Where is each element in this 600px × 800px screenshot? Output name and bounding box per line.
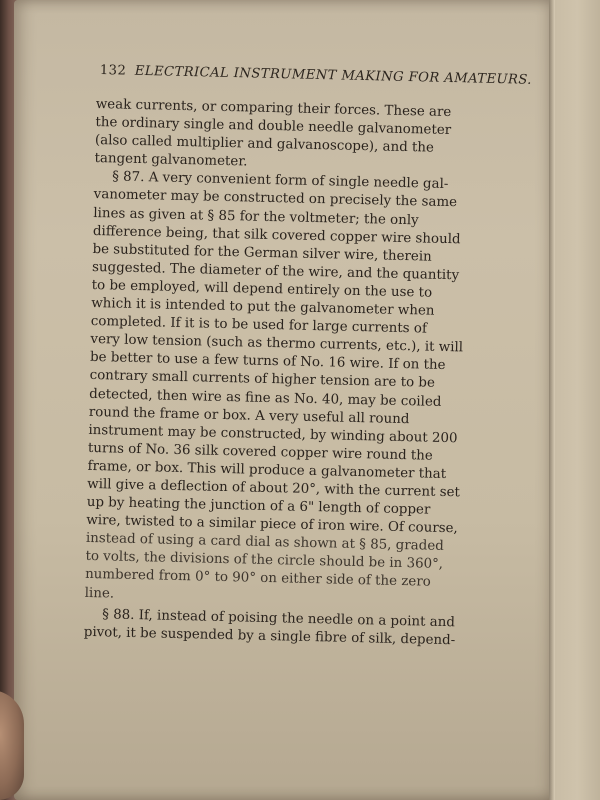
- text-line: very low tension (such as thermo currents, etc.), it will: [90, 332, 464, 356]
- text-line: wire, twisted to a similar piece of iron wire. Of course,: [86, 513, 458, 537]
- running-title: ELECTRICAL INSTRUMENT MAKING FOR AMATEURS.: [134, 63, 533, 88]
- text-line: (also called multiplier and galvanoscope), and the: [94, 133, 435, 156]
- facing-page: [555, 0, 600, 800]
- text-line: round the frame or box. A very useful all round: [88, 404, 410, 427]
- paragraph-87-start: § 87. A very convenient form of single needle gal-: [111, 169, 449, 193]
- text-line: frame, or box. This will produce a galvanometer that: [87, 458, 447, 482]
- text-line: tangent galvanometer.: [94, 151, 248, 170]
- text-line: suggested. The diameter of the wire, and the quantity: [91, 259, 460, 284]
- page-body: [84, 96, 512, 651]
- text-line: be better to use a few turns of No. 16 wire. If on the: [89, 350, 446, 374]
- text-line: turns of No. 36 silk covered copper wire round the: [87, 440, 433, 464]
- text-line: will give a deflection of about 20°, with the current set: [87, 476, 461, 501]
- text-line: weak currents, or comparing their forces. These are: [95, 96, 452, 121]
- text-line: instead of using a card dial as shown at § 85, graded: [85, 531, 444, 555]
- page-number: 132: [99, 63, 127, 79]
- text-line: contrary small currents of higher tension are to be: [89, 368, 436, 392]
- text-line: be substituted for the German silver wire, therein: [92, 241, 432, 265]
- text-line: detected, then wire as fine as No. 40, may be coiled: [89, 386, 442, 410]
- paragraph-88-start: § 88. If, instead of poising the needle on a point and: [102, 606, 456, 630]
- text-line: to be employed, will depend entirely on the use to: [91, 277, 433, 301]
- text-line: difference being, that silk covered copper wire should: [92, 223, 461, 247]
- text-line: which it is intended to put the galvanometer when: [91, 295, 435, 319]
- text-line: the ordinary single and double needle galvanometer: [95, 115, 452, 139]
- text-line: pivot, it be suspended by a single fibre of silk, depend-: [83, 624, 456, 649]
- text-line: to volts, the divisions of the circle should be in 360°,: [85, 549, 444, 573]
- text-line: up by heating the junction of a 6" length of copper: [86, 494, 431, 518]
- page-edge: [549, 0, 555, 800]
- text-line: lines as given at § 85 for the voltmeter; the only: [93, 205, 419, 228]
- text-line: line.: [84, 585, 115, 602]
- text-line: numbered from 0° to 90° on either side of the zero: [84, 567, 431, 591]
- text-line: completed. If it is to be used for large currents of: [90, 314, 428, 337]
- text-line: instrument may be constructed, by winding about 200: [88, 422, 458, 446]
- text-line: vanometer may be constructed on precisely the same: [93, 187, 458, 211]
